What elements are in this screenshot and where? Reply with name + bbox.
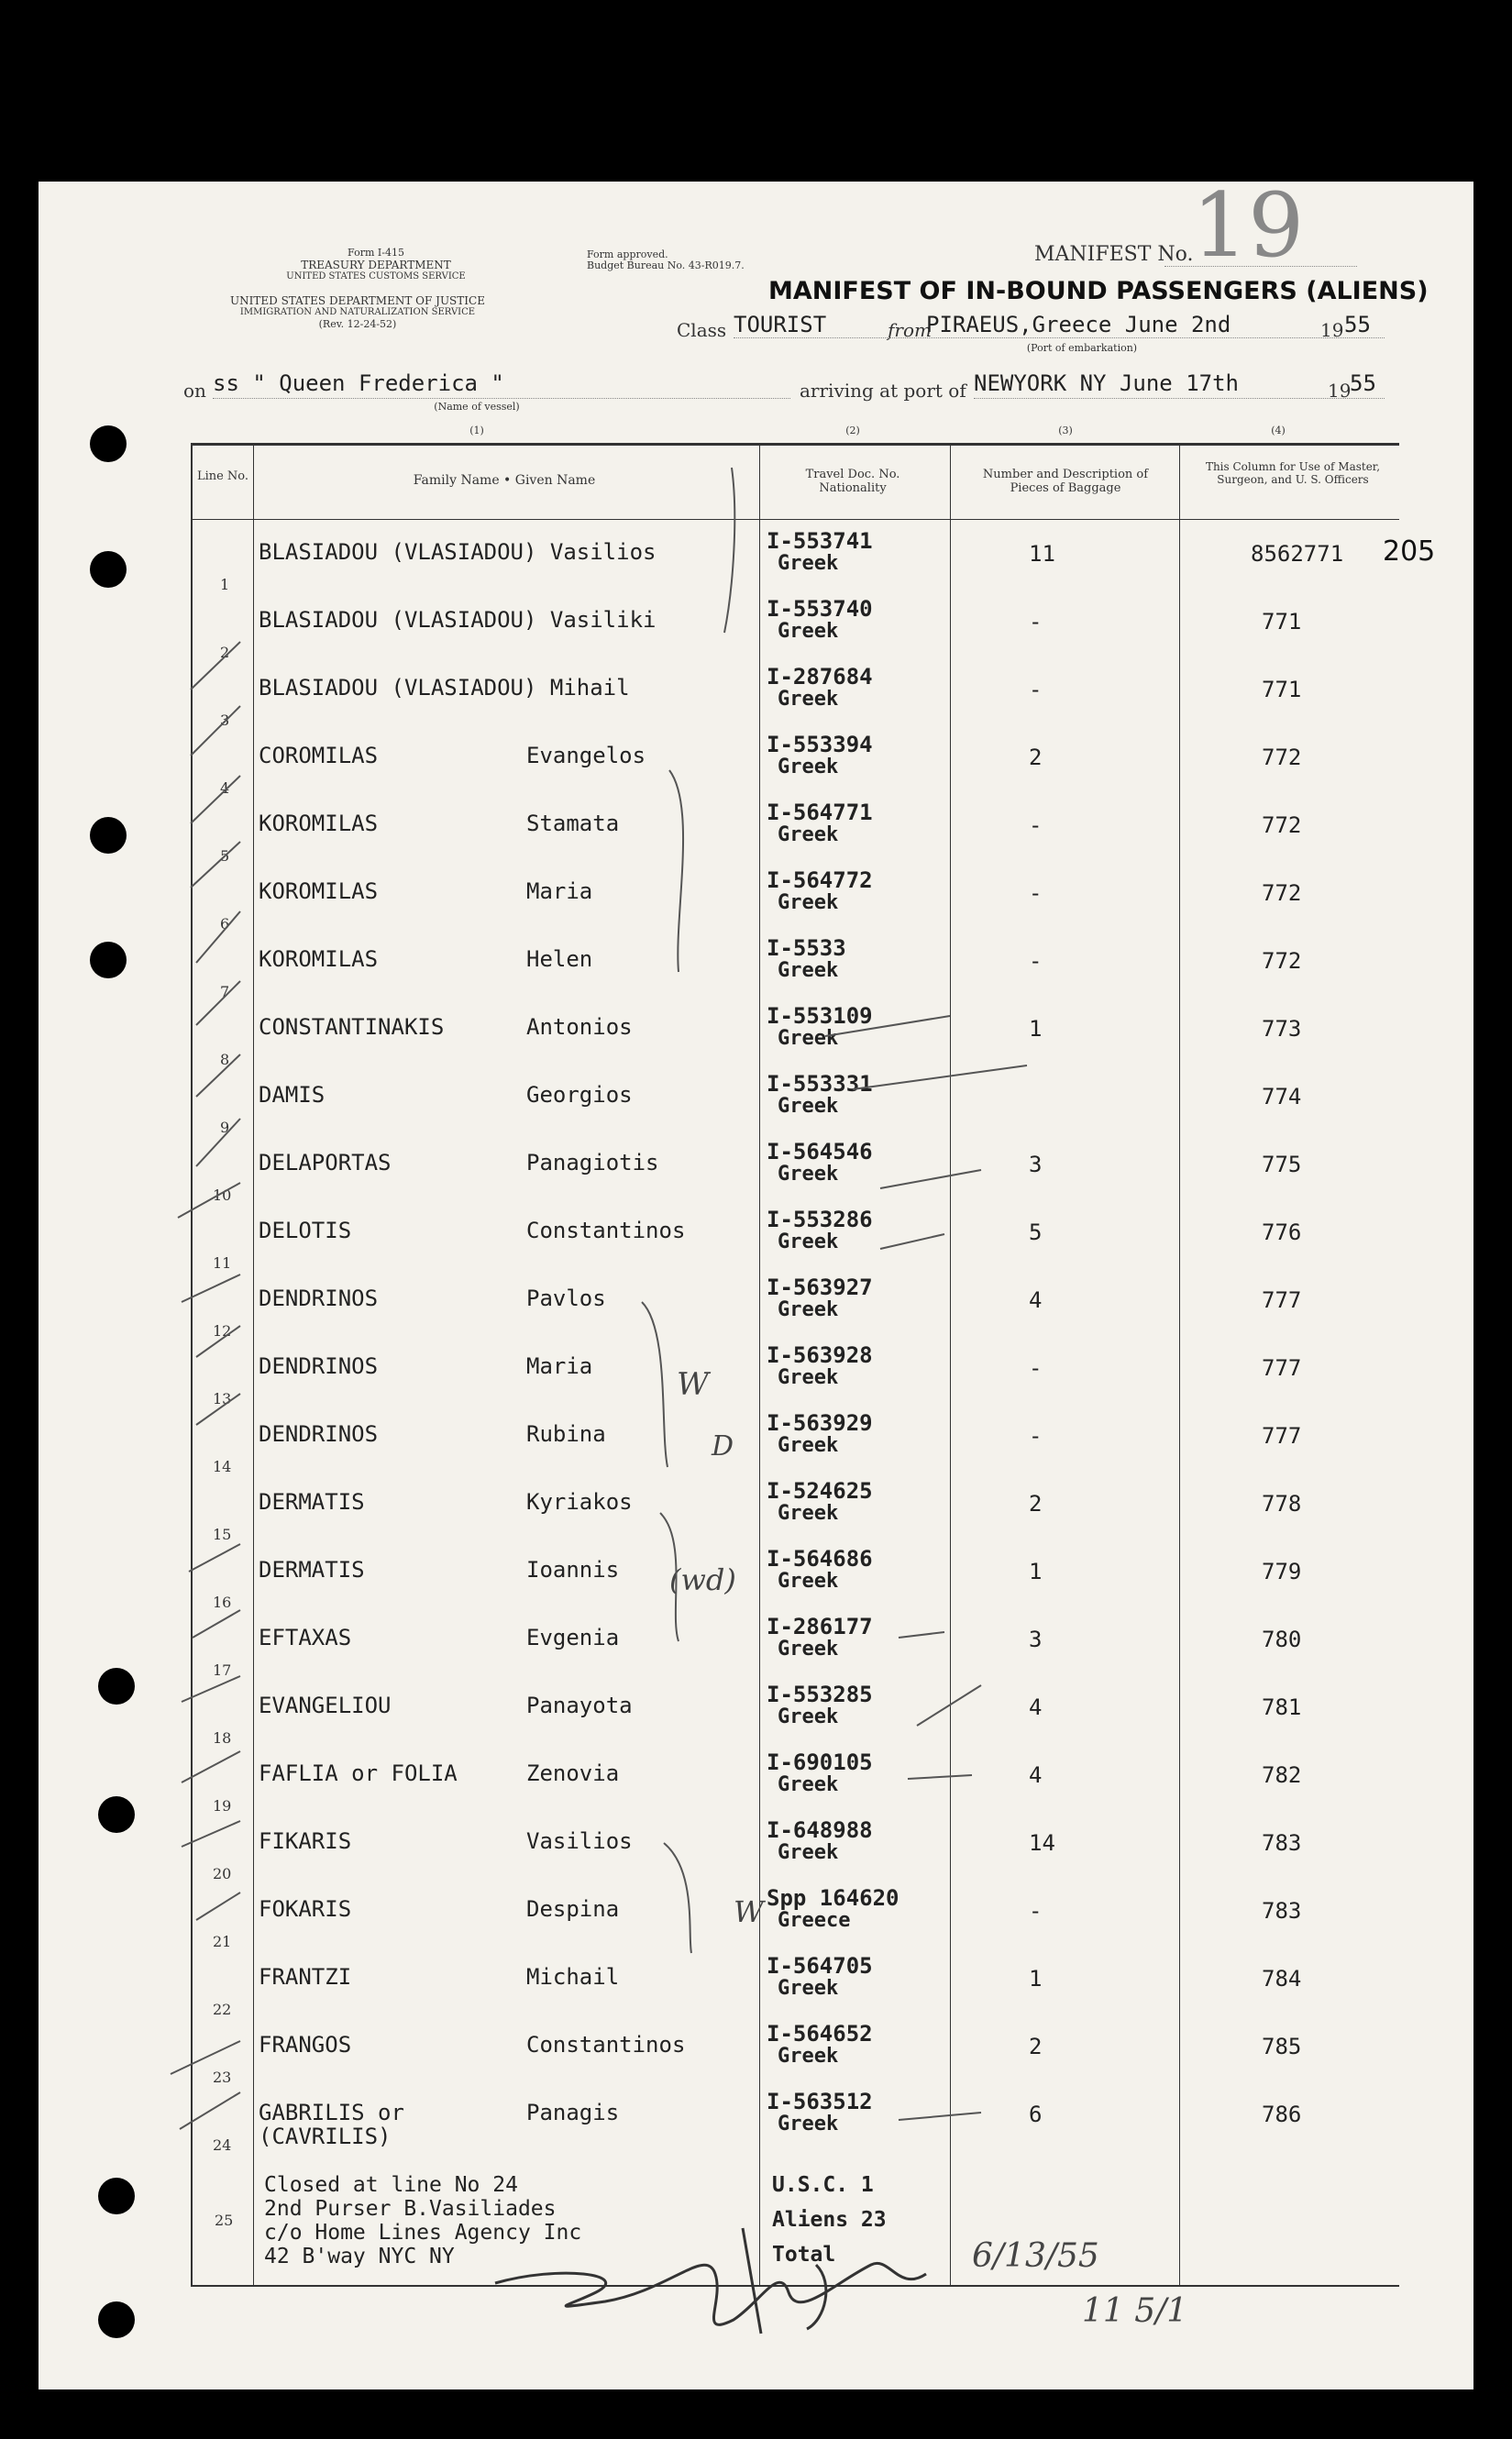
baggage-count: - bbox=[1029, 609, 1043, 635]
line-number: 24 bbox=[213, 2136, 232, 2154]
line-number: 25 bbox=[215, 2212, 234, 2229]
nationality: Greek bbox=[778, 1841, 839, 1864]
baggage-count: - bbox=[1029, 880, 1043, 906]
officer-code: 782 bbox=[1262, 1762, 1302, 1788]
given-name: Michail bbox=[526, 1964, 620, 1990]
officer-code: 772 bbox=[1262, 745, 1302, 770]
line-number: 14 bbox=[213, 1458, 232, 1475]
baggage-count: 4 bbox=[1029, 1694, 1043, 1720]
col-header-name: Family Name • Given Name bbox=[413, 473, 596, 488]
baggage-count: 1 bbox=[1029, 1966, 1043, 1992]
nationality: Greek bbox=[778, 1095, 839, 1118]
nationality: Greek bbox=[778, 552, 839, 575]
travel-doc-number: I-553331 bbox=[767, 1071, 873, 1097]
given-name: Ioannis bbox=[526, 1557, 620, 1583]
family-name: KOROMILAS bbox=[259, 946, 379, 972]
travel-doc-number: I-564772 bbox=[767, 867, 873, 893]
given-name: Vasilios bbox=[526, 1828, 633, 1854]
given-name: Evgenia bbox=[526, 1625, 620, 1650]
line-number: 5 bbox=[220, 847, 230, 865]
embark-port: PIRAEUS,Greece June 2nd bbox=[926, 312, 1231, 337]
given-name: Maria bbox=[526, 1353, 593, 1379]
family-name: DENDRINOS bbox=[259, 1421, 379, 1447]
nationality: Greek bbox=[778, 1366, 839, 1389]
nationality: Greek bbox=[778, 1231, 839, 1253]
handwritten-mark: D bbox=[712, 1430, 734, 1462]
travel-doc-number: I-648988 bbox=[767, 1817, 873, 1843]
nationality: Greek bbox=[778, 959, 839, 982]
family-name: DELAPORTAS bbox=[259, 1150, 392, 1175]
travel-doc-number: I-287684 bbox=[767, 664, 873, 690]
class-value: TOURIST bbox=[734, 312, 827, 337]
form-approved: Form approved. bbox=[587, 248, 668, 260]
given-name: Maria bbox=[526, 878, 593, 904]
col-header-travel: Travel Doc. No. Nationality bbox=[805, 468, 900, 495]
handwritten-note: 11 5/1 bbox=[1082, 2292, 1188, 2330]
travel-doc-number: I-564705 bbox=[767, 1953, 873, 1979]
nationality: Greek bbox=[778, 1977, 839, 2000]
line-number: 3 bbox=[220, 712, 230, 729]
family-name: KOROMILAS bbox=[259, 811, 379, 836]
nationality: Greek bbox=[778, 823, 839, 846]
col-header-baggage: Number and Description of Pieces of Baggage bbox=[982, 468, 1149, 495]
officer-code: 775 bbox=[1262, 1152, 1302, 1177]
ins-service: IMMIGRATION AND NATURALIZATION SERVICE bbox=[239, 307, 476, 317]
baggage-count: - bbox=[1029, 677, 1043, 702]
line-number: 18 bbox=[213, 1729, 232, 1747]
travel-doc-number: I-553740 bbox=[767, 596, 873, 622]
family-name: FRANTZI bbox=[259, 1964, 352, 1990]
handwritten-mark: W bbox=[677, 1366, 709, 1403]
nationality: Greek bbox=[778, 620, 839, 643]
port-embark-caption: (Port of embarkation) bbox=[1026, 342, 1138, 354]
line-number: 17 bbox=[213, 1661, 232, 1679]
family-name: GABRILIS or bbox=[259, 2100, 404, 2125]
given-name: Panagis bbox=[526, 2100, 620, 2125]
baggage-count: - bbox=[1029, 812, 1043, 838]
travel-doc-number: I-564546 bbox=[767, 1139, 873, 1164]
family-name: DERMATIS bbox=[259, 1557, 365, 1583]
baggage-count: 2 bbox=[1029, 1491, 1043, 1517]
travel-doc-number: Spp 164620 bbox=[767, 1885, 899, 1911]
travel-doc-number: I-553109 bbox=[767, 1003, 873, 1029]
baggage-count: 6 bbox=[1029, 2102, 1043, 2127]
given-name: Panagiotis bbox=[526, 1150, 659, 1175]
line-number: 15 bbox=[213, 1526, 232, 1543]
given-name: Despina bbox=[526, 1896, 620, 1922]
total-label: Total bbox=[772, 2243, 836, 2267]
closing-line-1: Closed at line No 24 bbox=[264, 2173, 518, 2197]
baggage-count: 2 bbox=[1029, 745, 1043, 770]
aliens-count: Aliens 23 bbox=[772, 2208, 887, 2232]
given-name: Panayota bbox=[526, 1693, 633, 1718]
officer-code: 8562771 bbox=[1251, 541, 1344, 567]
given-name: Evangelos bbox=[526, 743, 646, 768]
closing-line-3: c/o Home Lines Agency Inc bbox=[264, 2221, 582, 2245]
arrival-year-suffix: 55 bbox=[1350, 370, 1376, 396]
col-num-4: (4) bbox=[1271, 425, 1286, 436]
nationality: Greek bbox=[778, 688, 839, 711]
line-number: 7 bbox=[220, 983, 230, 1000]
officer-code: 779 bbox=[1262, 1559, 1302, 1584]
officer-code: 771 bbox=[1262, 677, 1302, 702]
family-name: DENDRINOS bbox=[259, 1286, 379, 1311]
officer-code: 777 bbox=[1262, 1423, 1302, 1449]
baggage-count: 4 bbox=[1029, 1287, 1043, 1313]
nationality: Greek bbox=[778, 1163, 839, 1186]
travel-doc-number: I-553394 bbox=[767, 732, 873, 757]
officer-code: 772 bbox=[1262, 880, 1302, 906]
family-name: CONSTANTINAKIS bbox=[259, 1014, 445, 1040]
family-name: FOKARIS bbox=[259, 1896, 352, 1922]
line-number: 23 bbox=[213, 2069, 232, 2086]
form-id: Form I-415 bbox=[348, 247, 404, 259]
family-name: EFTAXAS bbox=[259, 1625, 352, 1650]
travel-doc-number: I-563929 bbox=[767, 1410, 873, 1436]
nationality: Greek bbox=[778, 1638, 839, 1661]
family-name: FAFLIA or FOLIA bbox=[259, 1760, 458, 1786]
baggage-count: 14 bbox=[1029, 1830, 1055, 1856]
family-name: DELOTIS bbox=[259, 1218, 352, 1243]
nationality: Greek bbox=[778, 1298, 839, 1321]
baggage-count: 5 bbox=[1029, 1220, 1043, 1245]
travel-doc-number: I-563928 bbox=[767, 1342, 873, 1368]
baggage-count: 11 bbox=[1029, 541, 1055, 567]
family-name: FIKARIS bbox=[259, 1828, 352, 1854]
nationality: Greek bbox=[778, 1705, 839, 1728]
line-number: 2 bbox=[220, 644, 230, 661]
budget-bureau: Budget Bureau No. 43-R019.7. bbox=[587, 259, 745, 271]
form-rev: (Rev. 12-24-52) bbox=[318, 318, 397, 330]
baggage-count: - bbox=[1029, 1355, 1043, 1381]
given-name: Stamata bbox=[526, 811, 620, 836]
travel-doc-number: I-5533 bbox=[767, 935, 846, 961]
given-name: Rubina bbox=[526, 1421, 606, 1447]
usc-count: U.S.C. 1 bbox=[772, 2173, 874, 2197]
line-number: 11 bbox=[213, 1254, 232, 1272]
class-label: Class bbox=[677, 319, 727, 341]
travel-doc-number: I-553286 bbox=[767, 1207, 873, 1232]
handwritten-mark: W bbox=[734, 1894, 764, 1929]
baggage-count: - bbox=[1029, 1423, 1043, 1449]
nationality: Greek bbox=[778, 891, 839, 914]
family-name: KOROMILAS bbox=[259, 878, 379, 904]
line-number: 1 bbox=[220, 576, 230, 593]
travel-doc-number: I-690105 bbox=[767, 1749, 873, 1775]
arriving-label: arriving at port of bbox=[800, 380, 966, 402]
baggage-count: - bbox=[1029, 1898, 1043, 1924]
officer-code: 783 bbox=[1262, 1898, 1302, 1924]
closing-line-2: 2nd Purser B.Vasiliades bbox=[264, 2197, 557, 2221]
year-prefix: 19 bbox=[1320, 319, 1344, 341]
officer-code: 774 bbox=[1262, 1084, 1302, 1109]
nationality: Greece bbox=[778, 1909, 851, 1932]
line-number: 16 bbox=[213, 1594, 232, 1611]
baggage-count: 1 bbox=[1029, 1016, 1043, 1042]
travel-doc-number: I-524625 bbox=[767, 1478, 873, 1504]
manifest-no-label: MANIFEST No. bbox=[1034, 243, 1194, 266]
given-name: Zenovia bbox=[526, 1760, 620, 1786]
baggage-count: 2 bbox=[1029, 2034, 1043, 2059]
arrival-port: NEWYORK NY June 17th bbox=[974, 370, 1239, 396]
officer-code: 778 bbox=[1262, 1491, 1302, 1517]
year-suffix: 55 bbox=[1344, 312, 1371, 337]
baggage-count: 3 bbox=[1029, 1152, 1043, 1177]
col-num-3: (3) bbox=[1058, 425, 1073, 436]
family-name: DENDRINOS bbox=[259, 1353, 379, 1379]
family-name: EVANGELIOU bbox=[259, 1693, 392, 1718]
family-name: DAMIS bbox=[259, 1082, 326, 1108]
nationality: Greek bbox=[778, 2045, 839, 2068]
vessel-caption: (Name of vessel) bbox=[434, 401, 520, 413]
handwritten-mark: (wd) bbox=[669, 1562, 736, 1597]
baggage-count: 4 bbox=[1029, 1762, 1043, 1788]
family-name: COROMILAS bbox=[259, 743, 379, 768]
family-name: BLASIADOU (VLASIADOU) Vasiliki bbox=[259, 607, 657, 633]
on-label: on bbox=[183, 380, 206, 402]
travel-doc-number: I-553741 bbox=[767, 528, 873, 554]
officer-code: 777 bbox=[1262, 1355, 1302, 1381]
line-number: 19 bbox=[213, 1797, 232, 1815]
col-header-officers: This Column for Use of Master, Surgeon, and U. S. Officers bbox=[1205, 460, 1381, 486]
officer-code: 777 bbox=[1262, 1287, 1302, 1313]
line-number: 6 bbox=[220, 915, 230, 933]
family-name: FRANGOS bbox=[259, 2032, 352, 2058]
officer-code: 783 bbox=[1262, 1830, 1302, 1856]
nationality: Greek bbox=[778, 2113, 839, 2136]
officer-code: 784 bbox=[1262, 1966, 1302, 1992]
officer-code: 771 bbox=[1262, 609, 1302, 635]
officer-code: 785 bbox=[1262, 2034, 1302, 2059]
document-title: MANIFEST OF IN-BOUND PASSENGERS (ALIENS) bbox=[768, 277, 1429, 305]
dept-treasury: TREASURY DEPARTMENT bbox=[301, 259, 451, 271]
travel-doc-number: I-564686 bbox=[767, 1546, 873, 1572]
line-number: 9 bbox=[220, 1119, 230, 1136]
line-number: 13 bbox=[213, 1390, 232, 1407]
travel-doc-number: I-553285 bbox=[767, 1682, 873, 1707]
dept-justice: UNITED STATES DEPARTMENT OF JUSTICE bbox=[230, 294, 485, 307]
nationality: Greek bbox=[778, 1027, 839, 1050]
family-name-alt: (CAVRILIS) bbox=[259, 2124, 392, 2149]
line-number: 4 bbox=[220, 779, 230, 797]
given-name: Helen bbox=[526, 946, 593, 972]
travel-doc-number: I-286177 bbox=[767, 1614, 873, 1639]
nationality: Greek bbox=[778, 1570, 839, 1593]
vessel-name: ss " Queen Frederica " bbox=[213, 370, 504, 396]
baggage-count: - bbox=[1029, 948, 1043, 974]
nationality: Greek bbox=[778, 756, 839, 778]
line-number: 22 bbox=[213, 2001, 232, 2018]
given-name: Kyriakos bbox=[526, 1489, 633, 1515]
closing-line-4: 42 B'way NYC NY bbox=[264, 2245, 455, 2268]
officer-code: 776 bbox=[1262, 1220, 1302, 1245]
line-number: 20 bbox=[213, 1865, 232, 1882]
family-name: BLASIADOU (VLASIADOU) Vasilios bbox=[259, 539, 657, 565]
given-name: Constantinos bbox=[526, 2032, 686, 2058]
family-name: DERMATIS bbox=[259, 1489, 365, 1515]
officer-code: 773 bbox=[1262, 1016, 1302, 1042]
officer-code: 772 bbox=[1262, 948, 1302, 974]
officer-code: 786 bbox=[1262, 2102, 1302, 2127]
col-num-1: (1) bbox=[469, 425, 484, 436]
given-name: Constantinos bbox=[526, 1218, 686, 1243]
manifest-number: 19 bbox=[1192, 174, 1305, 277]
given-name: Georgios bbox=[526, 1082, 633, 1108]
line-number: 21 bbox=[213, 1933, 232, 1950]
baggage-count: 3 bbox=[1029, 1627, 1043, 1652]
family-name: BLASIADOU (VLASIADOU) Mihail bbox=[259, 675, 630, 701]
baggage-count: 1 bbox=[1029, 1559, 1043, 1584]
customs-service: UNITED STATES CUSTOMS SERVICE bbox=[286, 271, 466, 281]
given-name: Pavlos bbox=[526, 1286, 606, 1311]
nationality: Greek bbox=[778, 1773, 839, 1796]
officer-code: 780 bbox=[1262, 1627, 1302, 1652]
col-header-line: Line No. bbox=[196, 469, 249, 483]
line-number: 12 bbox=[213, 1322, 232, 1340]
officer-code: 772 bbox=[1262, 812, 1302, 838]
line-number: 8 bbox=[220, 1051, 230, 1068]
travel-doc-number: I-563927 bbox=[767, 1275, 873, 1300]
handwritten-date: 6/13/55 bbox=[972, 2237, 1099, 2275]
side-stamp-number: 205 bbox=[1383, 535, 1436, 568]
nationality: Greek bbox=[778, 1434, 839, 1457]
from-label: from bbox=[888, 319, 932, 341]
travel-doc-number: I-564652 bbox=[767, 2021, 873, 2047]
col-num-2: (2) bbox=[845, 425, 860, 436]
nationality: Greek bbox=[778, 1502, 839, 1525]
given-name: Antonios bbox=[526, 1014, 633, 1040]
travel-doc-number: I-563512 bbox=[767, 2089, 873, 2114]
line-number: 10 bbox=[213, 1186, 232, 1204]
travel-doc-number: I-564771 bbox=[767, 800, 873, 825]
officer-code: 781 bbox=[1262, 1694, 1302, 1720]
arrival-year-prefix: 19 bbox=[1328, 380, 1352, 402]
